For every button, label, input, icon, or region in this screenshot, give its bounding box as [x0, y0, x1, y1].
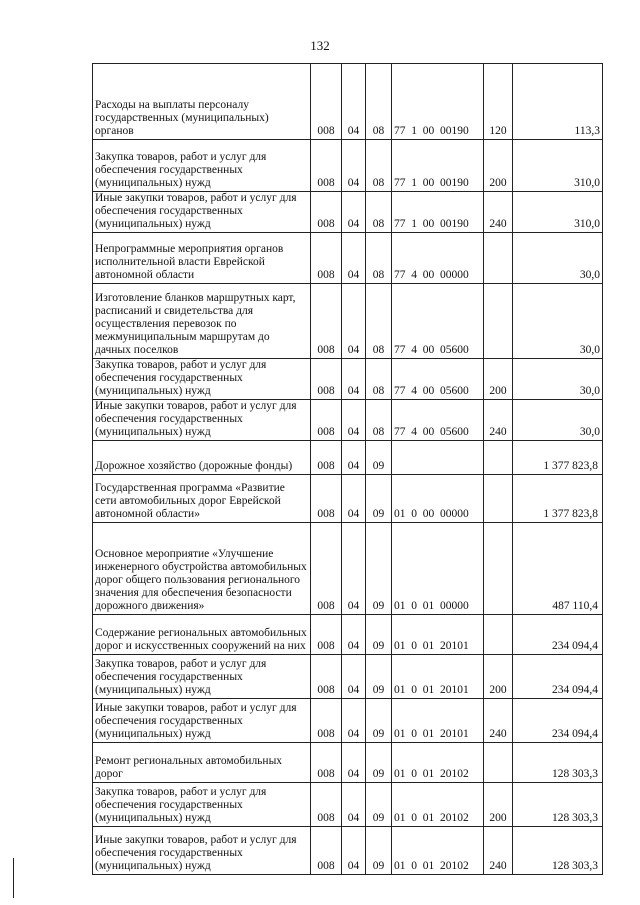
- row-amount-cell: 128 303,3: [513, 783, 603, 827]
- table-row: [93, 615, 603, 655]
- row-amount-cell: 234 094,4: [513, 615, 603, 655]
- table-row: [93, 783, 603, 827]
- row-csr-cell: 77 1 00 00190: [392, 192, 484, 233]
- table-row: [93, 400, 603, 441]
- row-gr-cell: 008: [311, 743, 342, 783]
- row-csr-cell: 77 1 00 00190: [392, 64, 484, 140]
- row-csr-cell: 01 0 01 20101: [392, 699, 484, 743]
- row-rz-cell: 04: [342, 192, 366, 233]
- row-vr-cell: 200: [484, 783, 513, 827]
- row-gr-cell: 008: [311, 192, 342, 233]
- row-pr-cell: 09: [366, 475, 392, 523]
- row-amount-cell: 128 303,3: [513, 743, 603, 783]
- row-name-cell: Государственная программа «Развитие сети автомобильных дорог Еврейской автономной области»: [93, 475, 311, 523]
- row-name-cell: Иные закупки товаров, работ и услуг для обеспечения государственных (муниципальных) нужд: [93, 192, 311, 233]
- row-amount-cell: 30,0: [513, 400, 603, 441]
- row-rz-cell: 04: [342, 441, 366, 475]
- row-vr-cell: [484, 284, 513, 359]
- row-vr-cell: 120: [484, 64, 513, 140]
- row-gr-cell: 008: [311, 233, 342, 284]
- row-name-cell: Закупка товаров, работ и услуг для обеспечения государственных (муниципальных) нужд: [93, 140, 311, 192]
- row-amount-cell: 310,0: [513, 140, 603, 192]
- row-vr-cell: 200: [484, 655, 513, 699]
- row-amount-cell: 1 377 823,8: [513, 475, 603, 523]
- row-amount-cell: 310,0: [513, 192, 603, 233]
- table-row: [93, 192, 603, 233]
- row-pr-cell: 09: [366, 523, 392, 615]
- row-gr-cell: 008: [311, 140, 342, 192]
- row-gr-cell: 008: [311, 523, 342, 615]
- row-amount-cell: 234 094,4: [513, 655, 603, 699]
- row-csr-cell: 01 0 01 00000: [392, 523, 484, 615]
- row-csr-cell: 77 4 00 05600: [392, 359, 484, 400]
- row-rz-cell: 04: [342, 233, 366, 284]
- row-amount-cell: 30,0: [513, 359, 603, 400]
- row-vr-cell: [484, 743, 513, 783]
- row-pr-cell: 08: [366, 400, 392, 441]
- row-gr-cell: 008: [311, 615, 342, 655]
- row-csr-cell: 01 0 01 20101: [392, 615, 484, 655]
- row-gr-cell: 008: [311, 400, 342, 441]
- table-row: [93, 827, 603, 875]
- row-name-cell: Расходы на выплаты персоналу государственных (муниципальных) органов: [93, 64, 311, 140]
- row-pr-cell: 09: [366, 615, 392, 655]
- row-csr-cell: 01 0 01 20102: [392, 743, 484, 783]
- row-pr-cell: 09: [366, 699, 392, 743]
- row-name-cell: Дорожное хозяйство (дорожные фонды): [93, 441, 311, 475]
- row-csr-cell: 01 0 01 20102: [392, 783, 484, 827]
- row-rz-cell: 04: [342, 140, 366, 192]
- row-vr-cell: [484, 475, 513, 523]
- table-row: [93, 64, 603, 140]
- table-row: [93, 475, 603, 523]
- row-vr-cell: 240: [484, 192, 513, 233]
- table-row: [93, 655, 603, 699]
- row-pr-cell: 09: [366, 655, 392, 699]
- row-name-cell: Иные закупки товаров, работ и услуг для обеспечения государственных (муниципальных) нужд: [93, 699, 311, 743]
- budget-table: [92, 63, 603, 875]
- table-row: [93, 523, 603, 615]
- row-pr-cell: 08: [366, 233, 392, 284]
- row-gr-cell: 008: [311, 64, 342, 140]
- row-name-cell: Иные закупки товаров, работ и услуг для обеспечения государственных (муниципальных) нужд: [93, 400, 311, 441]
- row-vr-cell: [484, 441, 513, 475]
- row-rz-cell: 04: [342, 400, 366, 441]
- row-vr-cell: 240: [484, 400, 513, 441]
- row-gr-cell: 008: [311, 284, 342, 359]
- table-row: [93, 743, 603, 783]
- row-name-cell: Содержание региональных автомобильных дорог и искусственных сооружений на них: [93, 615, 311, 655]
- row-pr-cell: 09: [366, 827, 392, 875]
- row-rz-cell: 04: [342, 284, 366, 359]
- row-rz-cell: 04: [342, 783, 366, 827]
- row-pr-cell: 08: [366, 64, 392, 140]
- page-number: 132: [310, 38, 330, 53]
- row-name-cell: Непрограммные мероприятия органов исполнительной власти Еврейской автономной области: [93, 233, 311, 284]
- row-gr-cell: 008: [311, 359, 342, 400]
- row-name-cell: Закупка товаров, работ и услуг для обеспечения государственных (муниципальных) нужд: [93, 783, 311, 827]
- row-pr-cell: 08: [366, 140, 392, 192]
- row-rz-cell: 04: [342, 615, 366, 655]
- row-rz-cell: 04: [342, 655, 366, 699]
- row-gr-cell: 008: [311, 441, 342, 475]
- table-row: [93, 284, 603, 359]
- row-gr-cell: 008: [311, 783, 342, 827]
- row-name-cell: Закупка товаров, работ и услуг для обеспечения государственных (муниципальных) нужд: [93, 655, 311, 699]
- row-name-cell: Основное мероприятие «Улучшение инженерного обустройства автомобильных дорог общего пользования регионального значения для обеспечения безопасности дорожного движения»: [93, 523, 311, 615]
- row-pr-cell: 08: [366, 192, 392, 233]
- row-csr-cell: 01 0 00 00000: [392, 475, 484, 523]
- table-row: [93, 140, 603, 192]
- margin-rule: [13, 858, 14, 898]
- row-pr-cell: 09: [366, 783, 392, 827]
- row-pr-cell: 08: [366, 359, 392, 400]
- row-pr-cell: 08: [366, 284, 392, 359]
- row-pr-cell: 09: [366, 441, 392, 475]
- row-pr-cell: 09: [366, 743, 392, 783]
- row-vr-cell: [484, 233, 513, 284]
- row-rz-cell: 04: [342, 827, 366, 875]
- row-amount-cell: 487 110,4: [513, 523, 603, 615]
- row-vr-cell: 200: [484, 359, 513, 400]
- row-gr-cell: 008: [311, 827, 342, 875]
- row-vr-cell: 200: [484, 140, 513, 192]
- row-gr-cell: 008: [311, 655, 342, 699]
- row-name-cell: Закупка товаров, работ и услуг для обеспечения государственных (муниципальных) нужд: [93, 359, 311, 400]
- row-csr-cell: 01 0 01 20102: [392, 827, 484, 875]
- row-vr-cell: 240: [484, 699, 513, 743]
- row-rz-cell: 04: [342, 523, 366, 615]
- row-name-cell: Изготовление бланков маршрутных карт, расписаний и свидетельства для осуществления перевозок по межмуниципальным маршрутам до дачных поселков: [93, 284, 311, 359]
- row-gr-cell: 008: [311, 699, 342, 743]
- row-amount-cell: 1 377 823,8: [513, 441, 603, 475]
- row-rz-cell: 04: [342, 699, 366, 743]
- row-csr-cell: 77 4 00 05600: [392, 400, 484, 441]
- row-rz-cell: 04: [342, 64, 366, 140]
- row-amount-cell: 113,3: [513, 64, 603, 140]
- row-name-cell: Иные закупки товаров, работ и услуг для обеспечения государственных (муниципальных) нужд: [93, 827, 311, 875]
- row-rz-cell: 04: [342, 359, 366, 400]
- row-csr-cell: 01 0 01 20101: [392, 655, 484, 699]
- row-rz-cell: 04: [342, 743, 366, 783]
- table-row: [93, 699, 603, 743]
- row-vr-cell: 240: [484, 827, 513, 875]
- row-csr-cell: 77 1 00 00190: [392, 140, 484, 192]
- row-amount-cell: 234 094,4: [513, 699, 603, 743]
- table-row: [93, 359, 603, 400]
- row-amount-cell: 30,0: [513, 284, 603, 359]
- row-csr-cell: 77 4 00 00000: [392, 233, 484, 284]
- row-csr-cell: 77 4 00 05600: [392, 284, 484, 359]
- table-row: [93, 441, 603, 475]
- row-amount-cell: 128 303,3: [513, 827, 603, 875]
- row-rz-cell: 04: [342, 475, 366, 523]
- row-vr-cell: [484, 615, 513, 655]
- row-csr-cell: [392, 441, 484, 475]
- row-amount-cell: 30,0: [513, 233, 603, 284]
- row-name-cell: Ремонт региональных автомобильных дорог: [93, 743, 311, 783]
- row-gr-cell: 008: [311, 475, 342, 523]
- table-row: [93, 233, 603, 284]
- row-vr-cell: [484, 523, 513, 615]
